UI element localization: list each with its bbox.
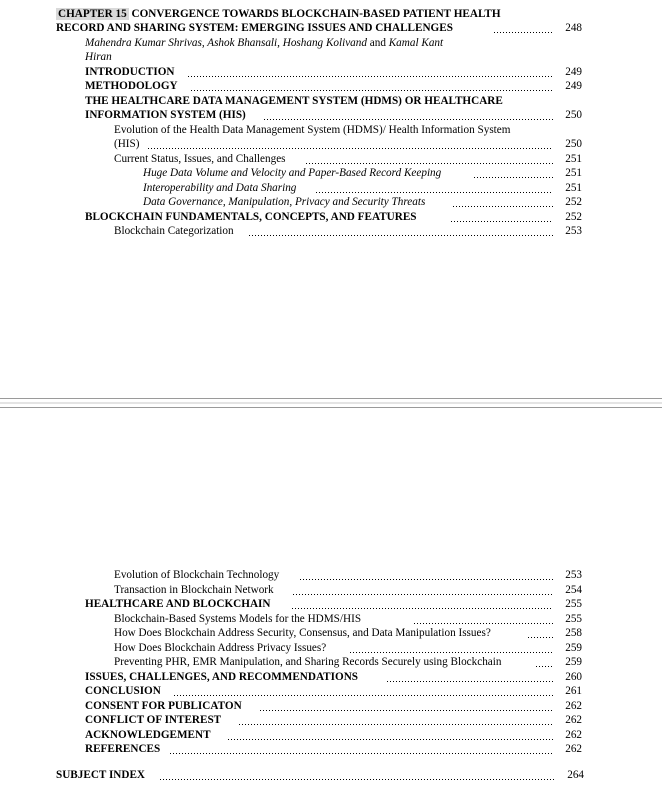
toc-entry-title: (HIS) bbox=[114, 138, 140, 150]
chapter-page: 248 bbox=[565, 22, 582, 34]
toc-entry-title: THE HEALTHCARE DATA MANAGEMENT SYSTEM (HDMS) OR HEALTHCARE bbox=[85, 94, 503, 107]
toc-entry-title: Interoperability and Data Sharing bbox=[143, 181, 297, 194]
chapter-title-line1: CONVERGENCE TOWARDS BLOCKCHAIN-BASED PATIENT HEALTH bbox=[131, 8, 501, 20]
leader-dots bbox=[292, 583, 553, 598]
chapter-title-line2: RECORD AND SHARING SYSTEM: EMERGING ISSUES AND CHALLENGES bbox=[56, 22, 453, 34]
toc-entry-title: Evolution of the Health Data Management System (HDMS)/ Health Information System bbox=[114, 123, 511, 136]
leader-dots bbox=[227, 728, 553, 743]
leader-dots bbox=[493, 21, 553, 36]
chapter-authors-line2 bbox=[0, 50, 662, 65]
toc-entry[interactable] bbox=[0, 123, 662, 138]
toc-entry-page: 250 bbox=[565, 109, 582, 121]
authors-line1: Mahendra Kumar Shrivas, Ashok Bhansali, Hoshang Kolivand bbox=[85, 36, 367, 49]
toc-entry[interactable] bbox=[0, 699, 662, 714]
leader-dots bbox=[259, 699, 553, 714]
leader-dots bbox=[238, 713, 553, 728]
toc-entry-page: 259 bbox=[565, 656, 582, 668]
toc-entry[interactable] bbox=[0, 195, 662, 210]
toc-entry-page: 249 bbox=[565, 65, 582, 78]
toc-entry-title: REFERENCES bbox=[85, 743, 161, 755]
toc-entry-page: 261 bbox=[565, 685, 582, 697]
toc-entry-title: How Does Blockchain Address Security, Consensus, and Data Manipulation Issues? bbox=[114, 627, 491, 639]
toc-entry-page: 253 bbox=[565, 225, 582, 237]
toc-entry-title: SUBJECT INDEX bbox=[56, 769, 146, 781]
toc-entry-title: How Does Blockchain Address Privacy Issues? bbox=[114, 641, 327, 654]
toc-entry-page: 262 bbox=[565, 743, 582, 755]
toc-entry-page: 262 bbox=[565, 728, 582, 741]
toc-entry-page: 264 bbox=[567, 769, 584, 781]
leader-dots bbox=[315, 181, 553, 196]
toc-entry-title: METHODOLOGY bbox=[85, 80, 178, 92]
toc-entry-title: Transaction in Blockchain Network bbox=[114, 583, 274, 596]
toc-entry-page: 258 bbox=[565, 627, 582, 639]
toc-entry-page: 255 bbox=[565, 612, 582, 625]
toc-entry[interactable] bbox=[0, 626, 662, 641]
toc-entry-page: 251 bbox=[565, 181, 582, 194]
leader-dots bbox=[305, 152, 553, 167]
toc-entry[interactable] bbox=[0, 612, 662, 627]
toc-entry-title: INFORMATION SYSTEM (HIS) bbox=[85, 109, 246, 121]
toc-entry-page: 250 bbox=[565, 138, 582, 150]
toc-entry[interactable] bbox=[0, 655, 662, 670]
toc-entry-page: 251 bbox=[565, 152, 582, 165]
toc-entry[interactable] bbox=[0, 583, 662, 598]
toc-entry[interactable] bbox=[0, 670, 662, 685]
document-page-top bbox=[0, 0, 662, 398]
toc-entry[interactable] bbox=[0, 713, 662, 728]
authors-and: and bbox=[369, 36, 386, 49]
leader-dots bbox=[535, 655, 553, 670]
toc-entry-page: 251 bbox=[565, 167, 582, 179]
toc-entry-title: ISSUES, CHALLENGES, AND RECOMMENDATIONS bbox=[85, 670, 359, 683]
toc-entry[interactable] bbox=[0, 742, 662, 757]
toc-entry[interactable] bbox=[0, 181, 662, 196]
authors-last: Kamal Kant bbox=[388, 36, 444, 49]
leader-dots bbox=[263, 108, 553, 123]
toc-entry-title: Current Status, Issues, and Challenges bbox=[114, 152, 286, 165]
leader-dots bbox=[190, 79, 553, 94]
authors-line2: Hiran bbox=[85, 51, 112, 63]
toc-entry[interactable] bbox=[0, 568, 662, 583]
toc-chapter-heading-line2[interactable] bbox=[0, 21, 662, 36]
toc-entry-page: 249 bbox=[565, 80, 582, 92]
toc-entry-title: Blockchain Categorization bbox=[114, 225, 234, 237]
leader-dots bbox=[299, 568, 553, 583]
toc-entry[interactable] bbox=[0, 210, 662, 225]
leader-dots bbox=[187, 65, 553, 80]
toc-entry[interactable] bbox=[0, 152, 662, 167]
toc-entry-title: HEALTHCARE AND BLOCKCHAIN bbox=[85, 598, 271, 610]
toc-entry-page: 262 bbox=[565, 714, 582, 726]
toc-entry-page: 253 bbox=[565, 569, 582, 581]
toc-entry-title: Evolution of Blockchain Technology bbox=[114, 569, 280, 581]
leader-dots bbox=[169, 742, 553, 757]
leader-dots bbox=[386, 670, 553, 685]
leader-dots bbox=[473, 166, 553, 181]
toc-entry-title: CONSENT FOR PUBLICATON bbox=[85, 699, 242, 712]
toc-entry-page: 262 bbox=[565, 699, 582, 712]
toc-entry-title: Blockchain-Based Systems Models for the HDMS/HIS bbox=[114, 612, 362, 625]
page-separator bbox=[0, 398, 662, 408]
toc-entry-title: INTRODUCTION bbox=[85, 65, 175, 78]
toc-entry[interactable] bbox=[0, 79, 662, 94]
toc-entry-title: CONFLICT OF INTEREST bbox=[85, 714, 222, 726]
toc-entry[interactable] bbox=[0, 224, 662, 239]
toc-entry[interactable] bbox=[0, 108, 662, 123]
leader-dots bbox=[413, 612, 553, 627]
toc-entry-page: 255 bbox=[565, 598, 582, 610]
leader-dots bbox=[452, 195, 553, 210]
toc-entry[interactable] bbox=[0, 684, 662, 699]
toc-entry-title: Preventing PHR, EMR Manipulation, and Sharing Records Securely using Blockchain bbox=[114, 656, 502, 668]
toc-entry-title: ACKNOWLEDGEMENT bbox=[85, 728, 211, 741]
leader-dots bbox=[248, 224, 553, 239]
toc-entry[interactable] bbox=[0, 94, 662, 109]
toc-entry[interactable] bbox=[0, 728, 662, 743]
toc-entry-subject-index[interactable] bbox=[0, 768, 662, 783]
toc-entry-title: CONCLUSION bbox=[85, 685, 161, 697]
toc-entry-title: Huge Data Volume and Velocity and Paper-Based Record Keeping bbox=[143, 167, 442, 179]
leader-dots bbox=[159, 768, 555, 783]
leader-dots bbox=[291, 597, 553, 612]
toc-entry-page: 254 bbox=[565, 583, 582, 596]
toc-entry[interactable] bbox=[0, 137, 662, 152]
leader-dots bbox=[173, 684, 553, 699]
leader-dots bbox=[450, 210, 553, 225]
toc-entry-title: Data Governance, Manipulation, Privacy and Security Threats bbox=[143, 196, 426, 208]
toc-entry[interactable] bbox=[0, 641, 662, 656]
leader-dots bbox=[147, 137, 553, 152]
toc-entry-page: 259 bbox=[565, 641, 582, 654]
chapter-label: CHAPTER 15 bbox=[58, 8, 127, 20]
toc-entry[interactable] bbox=[0, 65, 662, 80]
chapter-authors bbox=[0, 36, 662, 51]
leader-dots bbox=[349, 641, 553, 656]
toc-entry[interactable] bbox=[0, 166, 662, 181]
leader-dots bbox=[527, 626, 553, 641]
toc-chapter-heading[interactable] bbox=[0, 7, 662, 22]
toc-entry-page: 260 bbox=[565, 670, 582, 683]
toc-entry[interactable] bbox=[0, 597, 662, 612]
toc-entry-title: BLOCKCHAIN FUNDAMENTALS, CONCEPTS, AND FEATURES bbox=[85, 210, 417, 223]
document-page-bottom bbox=[0, 408, 662, 803]
toc-entry-page: 252 bbox=[565, 210, 582, 223]
toc-entry-page: 252 bbox=[565, 196, 582, 208]
